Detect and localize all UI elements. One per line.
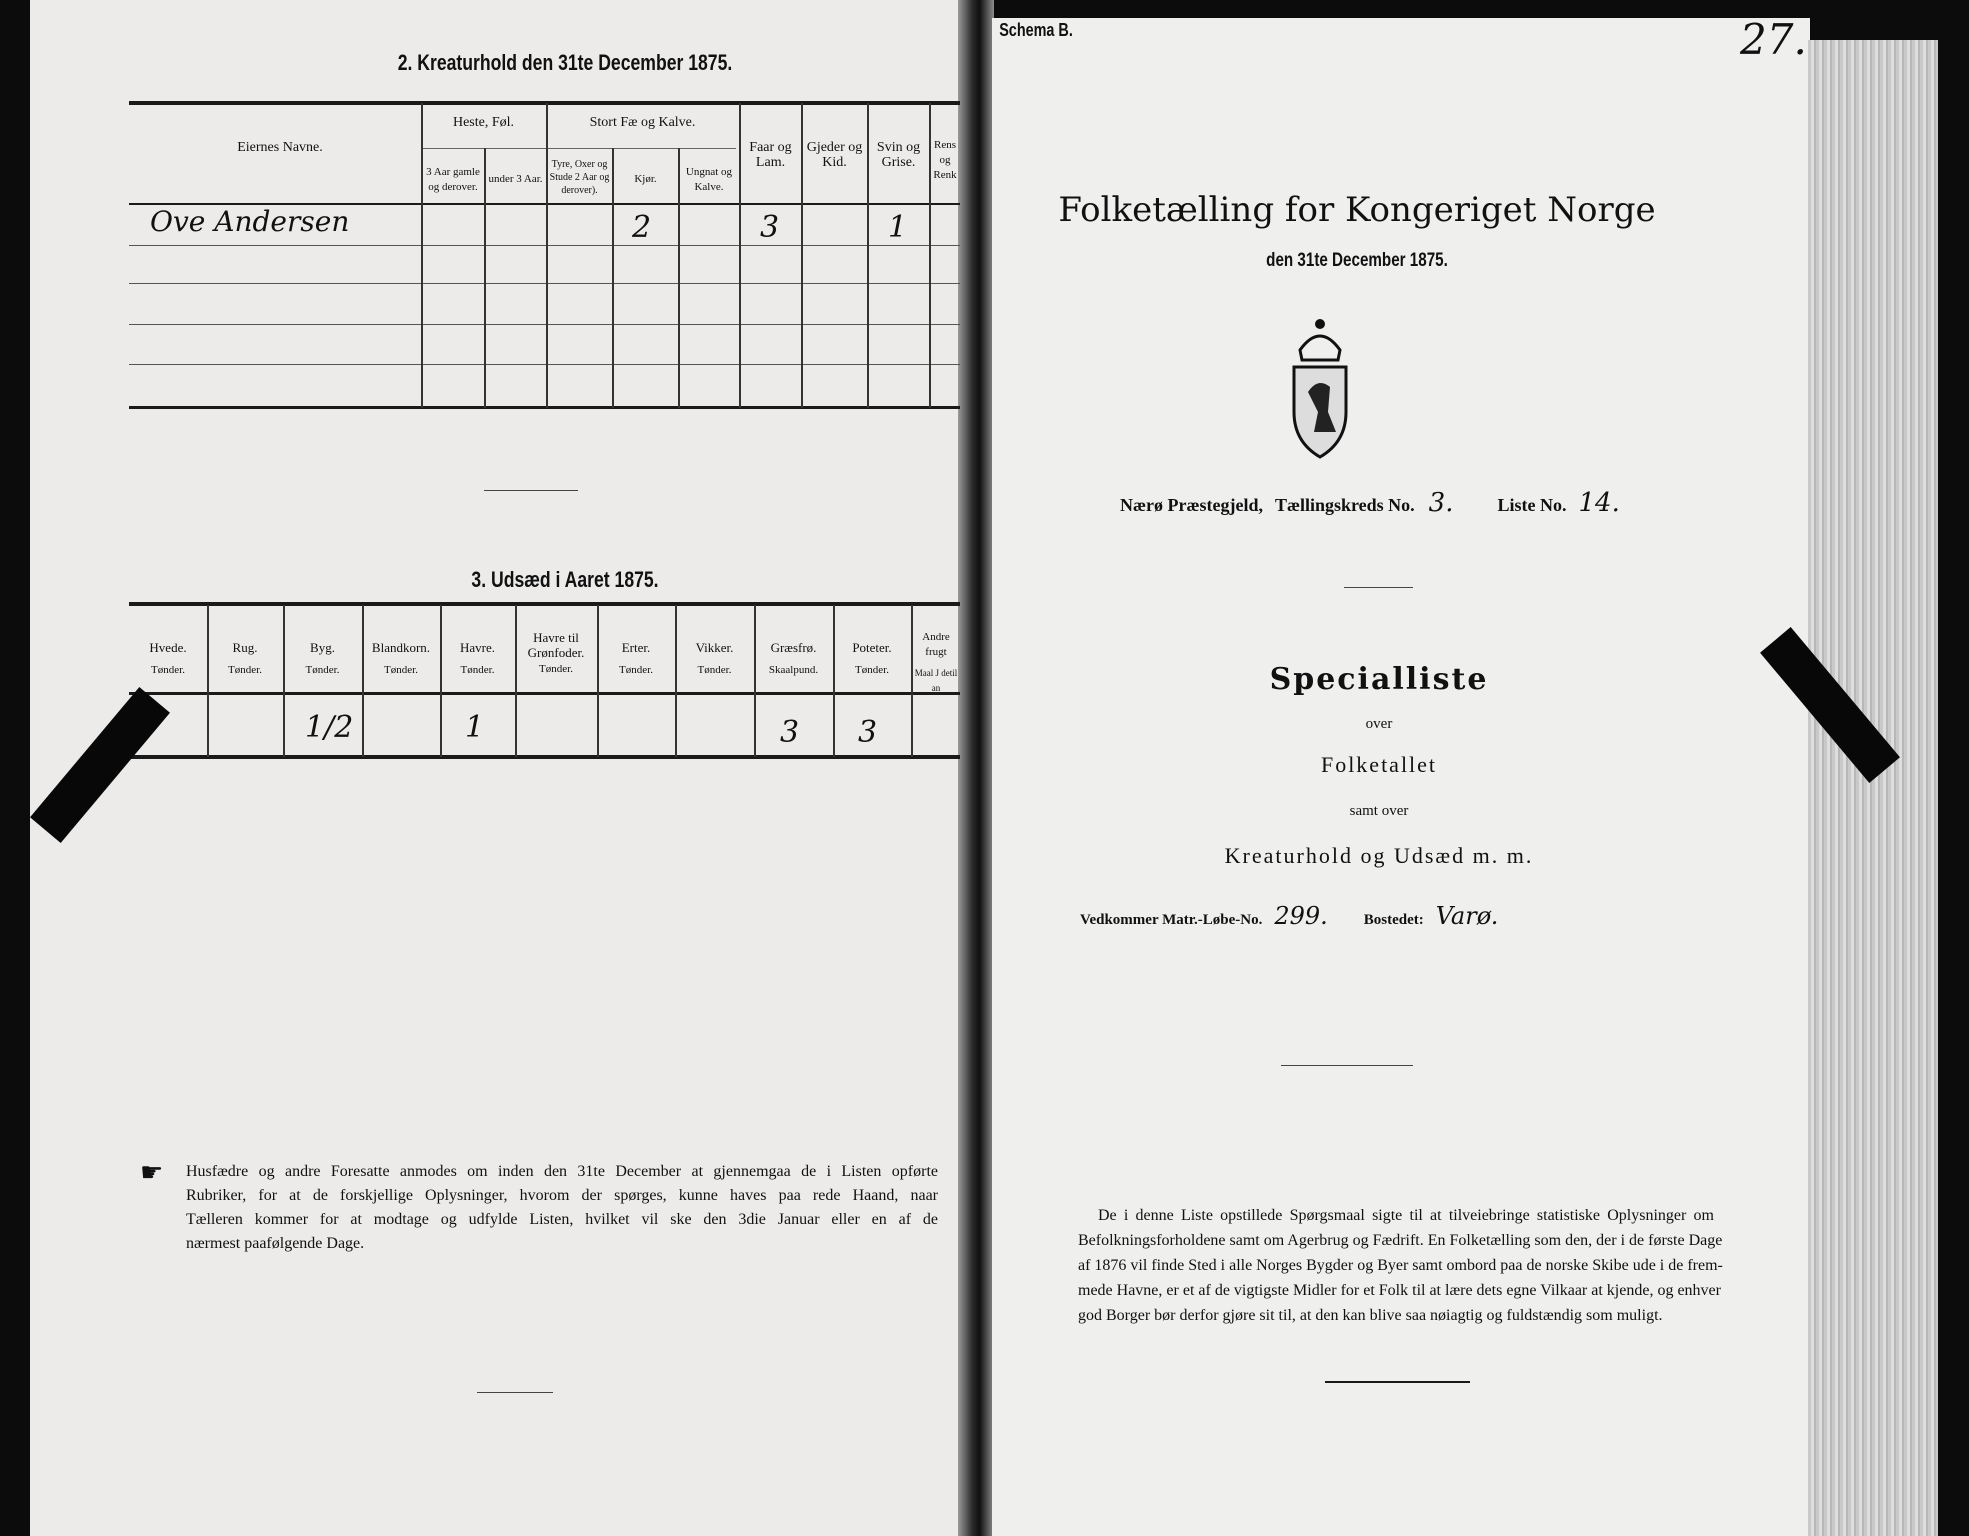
col-unit: Tønder. — [619, 664, 653, 676]
folketallet-text: Folketallet — [1320, 752, 1438, 777]
cattle-header: Stort Fæ og Kalve. — [589, 115, 696, 130]
col-line — [440, 605, 442, 757]
table-rule — [129, 245, 960, 246]
col-name: Vikker. — [695, 640, 734, 655]
table-rule — [129, 364, 960, 365]
kjor-value: 2 — [632, 210, 652, 245]
divider — [484, 490, 578, 491]
list-label: Liste No. — [1497, 495, 1567, 515]
col-name: Andre frugt — [922, 631, 950, 658]
col-line — [207, 605, 209, 757]
notice-line: Husfædre og andre Foresatte anmodes om inden den 31te December at gjennemgaa de i Listen opførte — [186, 1163, 938, 1180]
notice-line: Rubriker, for at de forskjellige Oplysninger, hvorom der spørges, kunne haves paa rede Haand, naar — [186, 1187, 938, 1204]
district-label: Tællingskreds No. — [1274, 495, 1415, 515]
havre-value: 1 — [465, 710, 485, 745]
table-rule — [129, 755, 960, 759]
col-unit: Skaalpund. — [768, 664, 819, 676]
table-rule — [129, 406, 960, 409]
parish-label: Nærø Præstegjeld, — [1120, 495, 1263, 515]
col-header: 3 Aar gamle og derover. — [426, 166, 480, 193]
col-unit: Tønder. — [460, 664, 495, 676]
parish-line — [1120, 488, 1620, 518]
owner-header: Eiernes Navne. — [237, 140, 323, 155]
table-rule — [129, 602, 960, 606]
table-rule — [129, 324, 960, 325]
table-rule — [129, 101, 960, 105]
col-line — [421, 103, 423, 408]
divider — [1344, 587, 1413, 588]
document-title: Folketælling for Kongeriget Norge — [1058, 190, 1656, 230]
col-header: Rens og Renk — [933, 139, 957, 181]
col-line — [675, 605, 677, 757]
col-unit: Tønder. — [305, 664, 340, 676]
table-rule — [129, 283, 960, 284]
col-line — [283, 605, 285, 757]
paragraph-line: god Borger bør derfor gjøre sit til, at den kan blive saa nøiagtig og fuldstændig som muligt. — [1078, 1307, 1663, 1324]
graesfro-value: 3 — [780, 715, 800, 750]
specialliste-heading: Specialliste — [1269, 662, 1489, 697]
col-header: under 3 Aar. — [488, 173, 543, 185]
schema-label: Schema B. — [999, 20, 1073, 40]
col-name: Havre til Grønfoder. — [527, 630, 585, 660]
paragraph-line: Befolkningsforholdene samt om Agerbrug og Fædrift. En Folketælling som den, der i de første Dage — [1078, 1232, 1723, 1249]
col-havre-gronfoder — [515, 630, 597, 677]
col-name: Erter. — [621, 640, 651, 655]
matr-line — [1080, 902, 1498, 930]
col-header: Kjør. — [634, 173, 657, 185]
col-hvede — [129, 640, 207, 678]
col-line — [484, 148, 486, 408]
col-name: Græsfrø. — [770, 640, 817, 655]
col-name: Poteter. — [852, 640, 892, 655]
col-unit: Maal J detil an — [914, 668, 958, 693]
matr-value: 299. — [1274, 902, 1328, 930]
matr-label: Vedkommer Matr.-Løbe-No. — [1080, 912, 1263, 928]
notice-line: Tælleren kommer for at modtage og udfylde Listen, hvilket vil ske den 3die Januar eller en af de — [186, 1211, 938, 1228]
col-line — [515, 605, 517, 757]
col-erter — [597, 640, 675, 678]
col-line — [546, 103, 548, 408]
table-rule — [421, 148, 736, 149]
col-line — [612, 148, 614, 408]
poteter-value: 3 — [858, 715, 878, 750]
col-header: Ungnat og Kalve. — [685, 166, 733, 193]
col-andre — [912, 630, 960, 696]
col-name: Havre. — [459, 640, 495, 655]
col-vikker — [675, 640, 754, 678]
col-graesfro — [754, 640, 833, 678]
col-header: Tyre, Oxer og Stude 2 Aar og derover). — [549, 159, 610, 196]
owner-name: Ove Andersen — [150, 205, 350, 238]
col-name: Byg. — [310, 640, 335, 655]
page-number: 27. — [1740, 15, 1807, 64]
divider — [477, 1392, 553, 1393]
col-unit: Tønder. — [228, 664, 262, 676]
col-name: Rug. — [232, 640, 258, 655]
book-gutter — [958, 0, 994, 1536]
col-line — [597, 605, 599, 757]
col-unit: Tønder. — [539, 663, 573, 675]
byg-value: 1/2 — [305, 710, 354, 745]
paragraph-line: mede Havne, er et af de vigtigste Midler for et Folk til at lære dets egne Vilkaar at kjende, og enhver — [1078, 1282, 1721, 1299]
over-text: over — [1365, 716, 1393, 732]
col-blandkorn — [362, 640, 440, 678]
list-number: 14. — [1578, 488, 1620, 518]
col-name: Blandkorn. — [371, 640, 431, 655]
col-unit: Tønder. — [855, 664, 889, 676]
page-stack-edge — [1808, 40, 1938, 1536]
horses-header: Heste, Føl. — [452, 115, 515, 130]
paragraph-line: De i denne Liste opstillede Spørgsmaal sigte til at tilveiebringe statistiske Oplysninger om — [1098, 1207, 1714, 1224]
samt-over-text: samt over — [1349, 803, 1409, 819]
coat-of-arms-icon — [1280, 312, 1360, 462]
notice-paragraph — [186, 1160, 938, 1256]
col-rug — [207, 640, 283, 678]
faar-value: 3 — [760, 210, 780, 245]
col-unit: Tønder. — [151, 664, 185, 676]
document-date: den 31te December 1875. — [1266, 250, 1448, 271]
divider — [1325, 1381, 1470, 1383]
col-line — [362, 605, 364, 757]
info-paragraph — [1078, 1203, 1723, 1328]
col-poteter — [833, 640, 911, 678]
col-unit: Tønder. — [384, 664, 418, 676]
col-header: Svin og Grise. — [876, 140, 921, 170]
district-number: 3. — [1428, 488, 1454, 518]
bosted-label: Bostedet: — [1363, 912, 1424, 928]
table-rule — [129, 692, 960, 695]
kreaturhold-text: Kreaturhold og Udsæd m. m. — [1224, 843, 1534, 868]
section2-title: 2. Kreaturhold den 31te December 1875. — [397, 50, 733, 75]
section3-title: 3. Udsæd i Aaret 1875. — [471, 567, 659, 592]
notice-line: nærmest paafølgende Dage. — [186, 1235, 365, 1252]
col-havre — [440, 640, 515, 678]
col-line — [833, 605, 835, 757]
col-line — [754, 605, 756, 757]
divider — [1281, 1065, 1413, 1066]
col-name: Hvede. — [149, 640, 187, 655]
col-header: Gjeder og Kid. — [806, 140, 863, 170]
col-unit: Tønder. — [697, 664, 732, 676]
bosted-value: Varø. — [1435, 902, 1499, 930]
svin-value: 1 — [888, 210, 908, 245]
col-byg — [283, 640, 362, 678]
paragraph-line: af 1876 vil finde Sted i alle Norges Bygder og Byer samt ombord paa de norske Skibe ude i de frem- — [1078, 1257, 1723, 1274]
col-header: Faar og Lam. — [749, 140, 792, 170]
pointing-hand-icon: ☛ — [140, 1158, 164, 1187]
